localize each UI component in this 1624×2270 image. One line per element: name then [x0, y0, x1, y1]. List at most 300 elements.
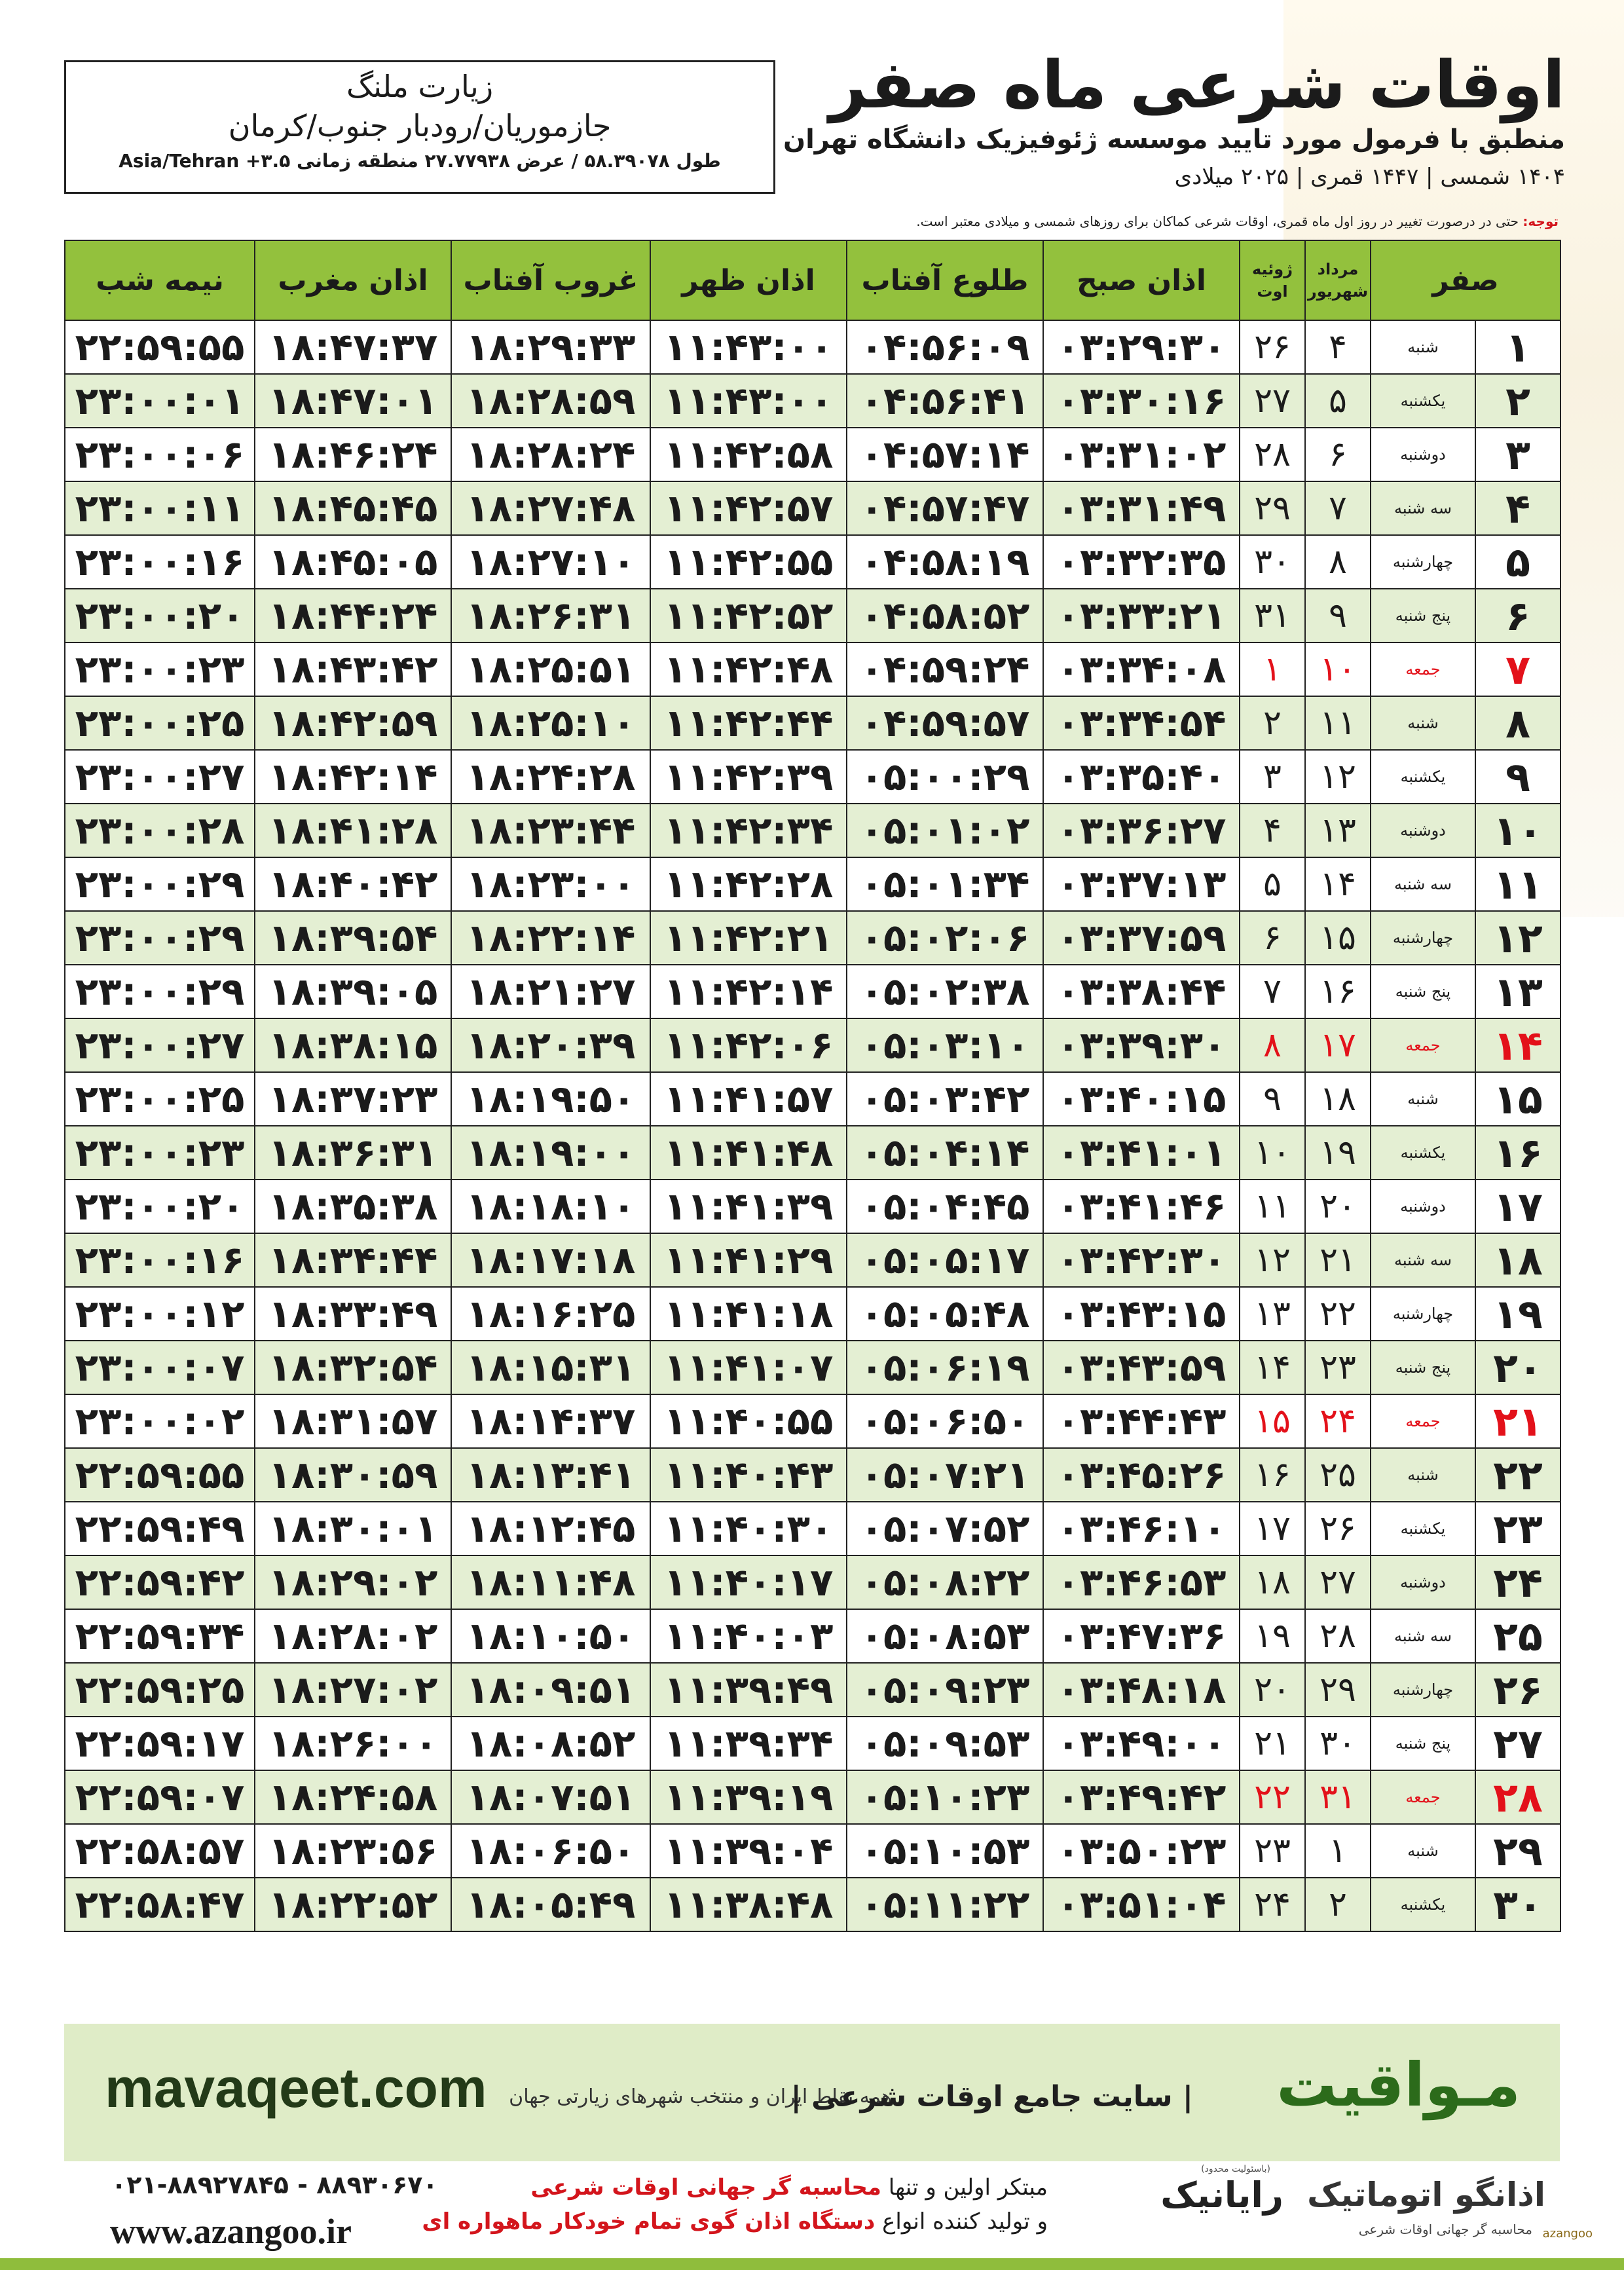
cell-greg: ۱۷	[1240, 1502, 1305, 1555]
cell-solar: ۱۷	[1305, 1018, 1371, 1072]
cell-sunset: ۱۸:۱۴:۳۷	[451, 1394, 650, 1448]
table-row	[65, 535, 1560, 589]
cell-sunrise: ۰۵:۰۰:۲۹	[847, 750, 1043, 804]
cell-day: ۲۳	[1475, 1502, 1560, 1555]
cell-maghrib: ۱۸:۳۵:۳۸	[255, 1180, 451, 1233]
cell-day: ۱۱	[1475, 857, 1560, 911]
cell-day: ۱۹	[1475, 1287, 1560, 1341]
cell-greg: ۶	[1240, 911, 1305, 965]
cell-sunrise: ۰۵:۰۵:۱۷	[847, 1233, 1043, 1287]
cell-dhuhr: ۱۱:۴۲:۴۸	[650, 642, 847, 696]
cell-solar: ۳۱	[1305, 1770, 1371, 1824]
cell-weekday: یکشنبه	[1371, 1126, 1475, 1180]
cell-sunrise: ۰۴:۵۷:۱۴	[847, 428, 1043, 481]
cell-weekday: شنبه	[1371, 320, 1475, 374]
cell-day: ۲۰	[1475, 1341, 1560, 1394]
cell-day: ۲۲	[1475, 1448, 1560, 1502]
cell-weekday: پنج شنبه	[1371, 589, 1475, 642]
cell-midnight: ۲۲:۵۹:۴۹	[65, 1502, 255, 1555]
cell-solar: ۴	[1305, 320, 1371, 374]
table-row	[65, 750, 1560, 804]
cell-maghrib: ۱۸:۳۹:۵۴	[255, 911, 451, 965]
cell-sunrise: ۰۵:۰۳:۴۲	[847, 1072, 1043, 1126]
cell-greg: ۱۱	[1240, 1180, 1305, 1233]
cell-maghrib: ۱۸:۳۷:۲۳	[255, 1072, 451, 1126]
cell-weekday: دوشنبه	[1371, 1180, 1475, 1233]
cell-solar: ۲۵	[1305, 1448, 1371, 1502]
cell-maghrib: ۱۸:۴۶:۲۴	[255, 428, 451, 481]
cell-weekday: شنبه	[1371, 1448, 1475, 1502]
cell-fajr: ۰۳:۳۱:۰۲	[1043, 428, 1240, 481]
note	[65, 214, 1559, 229]
cell-day: ۱۸	[1475, 1233, 1560, 1287]
cell-solar: ۷	[1305, 481, 1371, 535]
cell-sunrise: ۰۴:۵۹:۵۷	[847, 696, 1043, 750]
col-greg-2: اوت	[1257, 282, 1288, 301]
cell-sunrise: ۰۴:۵۶:۴۱	[847, 374, 1043, 428]
cell-maghrib: ۱۸:۴۳:۴۲	[255, 642, 451, 696]
table-row	[65, 428, 1560, 481]
cell-solar: ۱۸	[1305, 1072, 1371, 1126]
cell-maghrib: ۱۸:۲۴:۵۸	[255, 1770, 451, 1824]
location-box	[64, 60, 775, 194]
cell-midnight: ۲۲:۵۹:۵۵	[65, 320, 255, 374]
cell-sunset: ۱۸:۱۸:۱۰	[451, 1180, 650, 1233]
cell-fajr: ۰۳:۳۲:۳۵	[1043, 535, 1240, 589]
cell-day: ۷	[1475, 642, 1560, 696]
cell-maghrib: ۱۸:۴۴:۲۴	[255, 589, 451, 642]
footer-desc-line-1	[422, 2170, 1048, 2205]
cell-day: ۱۷	[1475, 1180, 1560, 1233]
cell-sunset: ۱۸:۲۵:۵۱	[451, 642, 650, 696]
cell-greg: ۹	[1240, 1072, 1305, 1126]
cell-midnight: ۲۲:۵۸:۵۷	[65, 1824, 255, 1878]
cell-weekday: پنج شنبه	[1371, 965, 1475, 1018]
cell-weekday: شنبه	[1371, 1824, 1475, 1878]
cell-solar: ۶	[1305, 428, 1371, 481]
cell-sunrise: ۰۵:۰۵:۴۸	[847, 1287, 1043, 1341]
cell-fajr: ۰۳:۴۰:۱۵	[1043, 1072, 1240, 1126]
cell-maghrib: ۱۸:۴۷:۰۱	[255, 374, 451, 428]
cell-sunrise: ۰۵:۰۱:۰۲	[847, 804, 1043, 857]
cell-day: ۱۰	[1475, 804, 1560, 857]
table-row	[65, 1394, 1560, 1448]
title-block	[779, 46, 1565, 190]
cell-day: ۲۶	[1475, 1663, 1560, 1717]
table-row	[65, 1287, 1560, 1341]
banner-tagline: | سایت جامع اوقات شرعی |	[790, 2080, 1193, 2113]
cell-fajr: ۰۳:۳۳:۲۱	[1043, 589, 1240, 642]
cell-day: ۲۵	[1475, 1609, 1560, 1663]
cell-day: ۲۱	[1475, 1394, 1560, 1448]
cell-greg: ۵	[1240, 857, 1305, 911]
cell-fajr: ۰۳:۴۶:۵۳	[1043, 1555, 1240, 1609]
cell-midnight: ۲۲:۵۹:۰۷	[65, 1770, 255, 1824]
table-row	[65, 1341, 1560, 1394]
cell-dhuhr: ۱۱:۳۸:۴۸	[650, 1878, 847, 1931]
cell-midnight: ۲۳:۰۰:۲۸	[65, 804, 255, 857]
cell-solar: ۳۰	[1305, 1717, 1371, 1770]
mavaqeet-banner	[64, 2024, 1560, 2161]
table-row	[65, 1233, 1560, 1287]
cell-midnight: ۲۳:۰۰:۱۱	[65, 481, 255, 535]
cell-weekday: چهارشنبه	[1371, 1663, 1475, 1717]
table-row	[65, 696, 1560, 750]
cell-solar: ۲۱	[1305, 1233, 1371, 1287]
cell-fajr: ۰۳:۲۹:۳۰	[1043, 320, 1240, 374]
cell-dhuhr: ۱۱:۴۲:۲۸	[650, 857, 847, 911]
cell-greg: ۱۰	[1240, 1126, 1305, 1180]
col-sunset: غروب آفتاب	[451, 240, 650, 320]
cell-weekday: شنبه	[1371, 1072, 1475, 1126]
cell-fajr: ۰۳:۳۹:۳۰	[1043, 1018, 1240, 1072]
cell-day: ۱	[1475, 320, 1560, 374]
cell-dhuhr: ۱۱:۳۹:۰۴	[650, 1824, 847, 1878]
cell-greg: ۱	[1240, 642, 1305, 696]
cell-sunrise: ۰۴:۵۸:۵۲	[847, 589, 1043, 642]
cell-weekday: یکشنبه	[1371, 1878, 1475, 1931]
cell-fajr: ۰۳:۴۹:۰۰	[1043, 1717, 1240, 1770]
footer-desc-2a: و تولید کننده انواع	[875, 2208, 1048, 2235]
cell-greg: ۱۵	[1240, 1394, 1305, 1448]
cell-maghrib: ۱۸:۲۹:۰۲	[255, 1555, 451, 1609]
col-greg-1: ژوئیه	[1251, 260, 1293, 278]
cell-sunrise: ۰۵:۰۶:۱۹	[847, 1341, 1043, 1394]
cell-dhuhr: ۱۱:۴۲:۴۴	[650, 696, 847, 750]
cell-fajr: ۰۳:۳۰:۱۶	[1043, 374, 1240, 428]
cell-dhuhr: ۱۱:۴۰:۱۷	[650, 1555, 847, 1609]
cell-fajr: ۰۳:۴۴:۴۳	[1043, 1394, 1240, 1448]
cell-dhuhr: ۱۱:۴۲:۵۷	[650, 481, 847, 535]
cell-dhuhr: ۱۱:۴۲:۳۹	[650, 750, 847, 804]
footer-desc-line-2	[422, 2205, 1048, 2239]
cell-midnight: ۲۲:۵۹:۳۴	[65, 1609, 255, 1663]
cell-sunset: ۱۸:۲۳:۴۴	[451, 804, 650, 857]
cell-greg: ۳	[1240, 750, 1305, 804]
cell-sunrise: ۰۵:۰۱:۳۴	[847, 857, 1043, 911]
table-row	[65, 1555, 1560, 1609]
year-info: ۱۴۰۴ شمسی | ۱۴۴۷ قمری | ۲۰۲۵ میلادی	[1174, 164, 1565, 190]
cell-sunset: ۱۸:۰۹:۵۱	[451, 1663, 650, 1717]
cell-midnight: ۲۳:۰۰:۲۰	[65, 1180, 255, 1233]
cell-weekday: جمعه	[1371, 642, 1475, 696]
cell-maghrib: ۱۸:۲۲:۵۲	[255, 1878, 451, 1931]
cell-fajr: ۰۳:۳۸:۴۴	[1043, 965, 1240, 1018]
table-row	[65, 1609, 1560, 1663]
cell-sunrise: ۰۵:۰۳:۱۰	[847, 1018, 1043, 1072]
cell-sunset: ۱۸:۰۸:۵۲	[451, 1717, 650, 1770]
cell-greg: ۷	[1240, 965, 1305, 1018]
location-coords: طول ۵۸.۳۹۰۷۸ / عرض ۲۷.۷۷۹۳۸ منطقه زمانی ۳.۵+ Asia/Tehran	[119, 150, 721, 172]
cell-sunset: ۱۸:۰۶:۵۰	[451, 1824, 650, 1878]
table-header-row	[65, 240, 1560, 320]
footer-desc-1a: مبتکر اولین و تنها	[881, 2174, 1048, 2201]
table-row	[65, 1824, 1560, 1878]
cell-greg: ۱۳	[1240, 1287, 1305, 1341]
cell-sunrise: ۰۵:۰۷:۵۲	[847, 1502, 1043, 1555]
cell-solar: ۲۶	[1305, 1502, 1371, 1555]
cell-sunset: ۱۸:۱۲:۴۵	[451, 1502, 650, 1555]
cell-fajr: ۰۳:۴۳:۵۹	[1043, 1341, 1240, 1394]
cell-sunset: ۱۸:۱۵:۳۱	[451, 1341, 650, 1394]
cell-maghrib: ۱۸:۲۷:۰۲	[255, 1663, 451, 1717]
cell-fajr: ۰۳:۴۱:۰۱	[1043, 1126, 1240, 1180]
cell-fajr: ۰۳:۴۸:۱۸	[1043, 1663, 1240, 1717]
cell-fajr: ۰۳:۴۶:۱۰	[1043, 1502, 1240, 1555]
cell-sunset: ۱۸:۰۷:۵۱	[451, 1770, 650, 1824]
cell-day: ۴	[1475, 481, 1560, 535]
cell-greg: ۲۹	[1240, 481, 1305, 535]
cell-solar: ۲۳	[1305, 1341, 1371, 1394]
footer-website-link[interactable]: www.azangoo.ir	[110, 2212, 352, 2251]
cell-midnight: ۲۳:۰۰:۰۶	[65, 428, 255, 481]
col-solar-1: مرداد	[1317, 260, 1359, 278]
cell-weekday: جمعه	[1371, 1394, 1475, 1448]
cell-sunrise: ۰۵:۰۶:۵۰	[847, 1394, 1043, 1448]
cell-weekday: دوشنبه	[1371, 428, 1475, 481]
col-maghrib: اذان مغرب	[255, 240, 451, 320]
cell-weekday: چهارشنبه	[1371, 535, 1475, 589]
table-row	[65, 1663, 1560, 1717]
cell-maghrib: ۱۸:۴۲:۵۹	[255, 696, 451, 750]
cell-sunrise: ۰۵:۰۲:۳۸	[847, 965, 1043, 1018]
cell-sunset: ۱۸:۲۷:۱۰	[451, 535, 650, 589]
cell-solar: ۲۴	[1305, 1394, 1371, 1448]
cell-dhuhr: ۱۱:۴۰:۴۳	[650, 1448, 847, 1502]
cell-day: ۱۴	[1475, 1018, 1560, 1072]
cell-sunrise: ۰۵:۰۴:۴۵	[847, 1180, 1043, 1233]
cell-midnight: ۲۳:۰۰:۲۷	[65, 1018, 255, 1072]
cell-sunrise: ۰۵:۰۸:۲۲	[847, 1555, 1043, 1609]
col-dhuhr: اذان ظهر	[650, 240, 847, 320]
cell-sunrise: ۰۵:۰۴:۱۴	[847, 1126, 1043, 1180]
cell-weekday: سه شنبه	[1371, 481, 1475, 535]
cell-solar: ۱۶	[1305, 965, 1371, 1018]
cell-sunset: ۱۸:۱۳:۴۱	[451, 1448, 650, 1502]
cell-solar: ۲۹	[1305, 1663, 1371, 1717]
cell-midnight: ۲۳:۰۰:۲۹	[65, 911, 255, 965]
cell-day: ۲۴	[1475, 1555, 1560, 1609]
cell-day: ۹	[1475, 750, 1560, 804]
cell-midnight: ۲۳:۰۰:۱۲	[65, 1287, 255, 1341]
cell-dhuhr: ۱۱:۴۰:۵۵	[650, 1394, 847, 1448]
cell-maghrib: ۱۸:۴۱:۲۸	[255, 804, 451, 857]
cell-sunrise: ۰۵:۰۹:۲۳	[847, 1663, 1043, 1717]
cell-midnight: ۲۳:۰۰:۲۵	[65, 696, 255, 750]
cell-sunrise: ۰۵:۰۹:۵۳	[847, 1717, 1043, 1770]
cell-fajr: ۰۳:۳۶:۲۷	[1043, 804, 1240, 857]
table-row	[65, 1018, 1560, 1072]
col-midnight: نیمه شب	[65, 240, 255, 320]
table-row	[65, 1502, 1560, 1555]
cell-weekday: یکشنبه	[1371, 1502, 1475, 1555]
cell-greg: ۲۸	[1240, 428, 1305, 481]
cell-sunset: ۱۸:۰۵:۴۹	[451, 1878, 650, 1931]
cell-greg: ۲۱	[1240, 1717, 1305, 1770]
cell-midnight: ۲۳:۰۰:۰۱	[65, 374, 255, 428]
cell-weekday: سه شنبه	[1371, 857, 1475, 911]
col-greg	[1240, 240, 1305, 320]
cell-sunset: ۱۸:۱۹:۵۰	[451, 1072, 650, 1126]
cell-midnight: ۲۳:۰۰:۲۳	[65, 1126, 255, 1180]
cell-dhuhr: ۱۱:۳۹:۴۹	[650, 1663, 847, 1717]
cell-weekday: جمعه	[1371, 1770, 1475, 1824]
cell-solar: ۹	[1305, 589, 1371, 642]
cell-greg: ۲۷	[1240, 374, 1305, 428]
cell-solar: ۱	[1305, 1824, 1371, 1878]
cell-day: ۳۰	[1475, 1878, 1560, 1931]
cell-maghrib: ۱۸:۳۹:۰۵	[255, 965, 451, 1018]
cell-sunset: ۱۸:۲۶:۳۱	[451, 589, 650, 642]
cell-fajr: ۰۳:۴۲:۳۰	[1043, 1233, 1240, 1287]
cell-dhuhr: ۱۱:۴۲:۵۸	[650, 428, 847, 481]
cell-midnight: ۲۲:۵۹:۴۲	[65, 1555, 255, 1609]
cell-fajr: ۰۳:۳۷:۱۳	[1043, 857, 1240, 911]
cell-greg: ۲۳	[1240, 1824, 1305, 1878]
table-row	[65, 589, 1560, 642]
cell-sunset: ۱۸:۲۱:۲۷	[451, 965, 650, 1018]
col-sunrise: طلوع آفتاب	[847, 240, 1043, 320]
cell-solar: ۱۹	[1305, 1126, 1371, 1180]
table-row	[65, 911, 1560, 965]
cell-solar: ۱۴	[1305, 857, 1371, 911]
cell-midnight: ۲۲:۵۸:۴۷	[65, 1878, 255, 1931]
table-row	[65, 965, 1560, 1018]
cell-solar: ۲۲	[1305, 1287, 1371, 1341]
cell-sunrise: ۰۴:۵۸:۱۹	[847, 535, 1043, 589]
cell-day: ۲۹	[1475, 1824, 1560, 1878]
cell-midnight: ۲۲:۵۹:۲۵	[65, 1663, 255, 1717]
cell-maghrib: ۱۸:۲۸:۰۲	[255, 1609, 451, 1663]
cell-greg: ۲۲	[1240, 1770, 1305, 1824]
table-row	[65, 374, 1560, 428]
table-row	[65, 1072, 1560, 1126]
cell-dhuhr: ۱۱:۴۰:۰۳	[650, 1609, 847, 1663]
cell-sunset: ۱۸:۲۵:۱۰	[451, 696, 650, 750]
cell-midnight: ۲۳:۰۰:۰۷	[65, 1341, 255, 1394]
cell-fajr: ۰۳:۵۱:۰۴	[1043, 1878, 1240, 1931]
cell-sunset: ۱۸:۲۲:۱۴	[451, 911, 650, 965]
banner-site-link[interactable]: mavaqeet.com	[105, 2057, 487, 2119]
cell-maghrib: ۱۸:۳۱:۵۷	[255, 1394, 451, 1448]
cell-weekday: سه شنبه	[1371, 1233, 1475, 1287]
cell-day: ۳	[1475, 428, 1560, 481]
cell-weekday: یکشنبه	[1371, 374, 1475, 428]
cell-fajr: ۰۳:۴۷:۳۶	[1043, 1609, 1240, 1663]
cell-dhuhr: ۱۱:۴۱:۵۷	[650, 1072, 847, 1126]
cell-fajr: ۰۳:۳۱:۴۹	[1043, 481, 1240, 535]
footer-description	[422, 2170, 1048, 2239]
cell-maghrib: ۱۸:۳۳:۴۹	[255, 1287, 451, 1341]
table-row	[65, 1448, 1560, 1502]
cell-dhuhr: ۱۱:۴۳:۰۰	[650, 374, 847, 428]
cell-dhuhr: ۱۱:۴۲:۰۶	[650, 1018, 847, 1072]
cell-maghrib: ۱۸:۴۵:۴۵	[255, 481, 451, 535]
cell-dhuhr: ۱۱:۴۱:۳۹	[650, 1180, 847, 1233]
cell-sunset: ۱۸:۲۸:۵۹	[451, 374, 650, 428]
table-row	[65, 320, 1560, 374]
cell-solar: ۲	[1305, 1878, 1371, 1931]
rayanik-logo: رایانیک	[1160, 2174, 1283, 2216]
cell-dhuhr: ۱۱:۳۹:۱۹	[650, 1770, 847, 1824]
cell-midnight: ۲۳:۰۰:۱۶	[65, 1233, 255, 1287]
cell-midnight: ۲۲:۵۹:۱۷	[65, 1717, 255, 1770]
cell-maghrib: ۱۸:۳۲:۵۴	[255, 1341, 451, 1394]
cell-sunset: ۱۸:۲۳:۰۰	[451, 857, 650, 911]
cell-sunset: ۱۸:۲۸:۲۴	[451, 428, 650, 481]
table-row	[65, 1770, 1560, 1824]
cell-day: ۱۲	[1475, 911, 1560, 965]
cell-sunrise: ۰۵:۰۷:۲۱	[847, 1448, 1043, 1502]
cell-midnight: ۲۳:۰۰:۲۵	[65, 1072, 255, 1126]
cell-solar: ۱۱	[1305, 696, 1371, 750]
cell-sunrise: ۰۵:۰۸:۵۳	[847, 1609, 1043, 1663]
cell-sunset: ۱۸:۲۰:۳۹	[451, 1018, 650, 1072]
cell-solar: ۲۷	[1305, 1555, 1371, 1609]
cell-maghrib: ۱۸:۳۶:۳۱	[255, 1126, 451, 1180]
col-solar-2: شهریور	[1307, 282, 1369, 301]
col-solar	[1305, 240, 1371, 320]
cell-solar: ۲۸	[1305, 1609, 1371, 1663]
cell-maghrib: ۱۸:۳۰:۰۱	[255, 1502, 451, 1555]
rayanik-subtitle: (باسئولیت محدود)	[1201, 2164, 1270, 2174]
cell-greg: ۳۰	[1240, 535, 1305, 589]
cell-midnight: ۲۳:۰۰:۲۹	[65, 965, 255, 1018]
cell-dhuhr: ۱۱:۴۲:۳۴	[650, 804, 847, 857]
cell-greg: ۲	[1240, 696, 1305, 750]
cell-greg: ۱۴	[1240, 1341, 1305, 1394]
cell-fajr: ۰۳:۳۴:۵۴	[1043, 696, 1240, 750]
bottom-strip	[0, 2258, 1624, 2270]
cell-dhuhr: ۱۱:۴۱:۴۸	[650, 1126, 847, 1180]
cell-maghrib: ۱۸:۴۷:۳۷	[255, 320, 451, 374]
cell-day: ۱۶	[1475, 1126, 1560, 1180]
cell-greg: ۱۸	[1240, 1555, 1305, 1609]
cell-sunrise: ۰۵:۰۲:۰۶	[847, 911, 1043, 965]
cell-greg: ۴	[1240, 804, 1305, 857]
cell-greg: ۲۶	[1240, 320, 1305, 374]
prayer-times-table-wrap	[64, 240, 1560, 1932]
cell-fajr: ۰۳:۴۱:۴۶	[1043, 1180, 1240, 1233]
cell-sunset: ۱۸:۱۶:۲۵	[451, 1287, 650, 1341]
cell-sunset: ۱۸:۱۰:۵۰	[451, 1609, 650, 1663]
cell-sunset: ۱۸:۲۷:۴۸	[451, 481, 650, 535]
azangoo-subtitle: محاسبه گر جهانی اوقات شرعی	[1358, 2222, 1532, 2237]
cell-sunset: ۱۸:۲۴:۲۸	[451, 750, 650, 804]
cell-day: ۸	[1475, 696, 1560, 750]
cell-greg: ۳۱	[1240, 589, 1305, 642]
footer-desc-1b: محاسبه گر جهانی اوقات شرعی	[530, 2174, 881, 2201]
cell-maghrib: ۱۸:۳۰:۵۹	[255, 1448, 451, 1502]
cell-midnight: ۲۳:۰۰:۰۲	[65, 1394, 255, 1448]
location-region: جازموریان/رودبار جنوب/کرمان	[228, 108, 612, 143]
note-text: حتی در درصورت تغییر در روز اول ماه قمری، اوقات شرعی کماکان برای روزهای شمسی و میلادی معتبر است.	[916, 214, 1519, 229]
cell-greg: ۲۴	[1240, 1878, 1305, 1931]
cell-sunset: ۱۸:۱۱:۴۸	[451, 1555, 650, 1609]
cell-solar: ۱۵	[1305, 911, 1371, 965]
cell-dhuhr: ۱۱:۴۱:۱۸	[650, 1287, 847, 1341]
cell-solar: ۸	[1305, 535, 1371, 589]
cell-day: ۲۷	[1475, 1717, 1560, 1770]
azangoo-logo-text: اذانگو اتوماتیک	[1307, 2176, 1545, 2214]
cell-greg: ۱۶	[1240, 1448, 1305, 1502]
cell-maghrib: ۱۸:۴۵:۰۵	[255, 535, 451, 589]
table-row	[65, 1717, 1560, 1770]
cell-greg: ۱۹	[1240, 1609, 1305, 1663]
cell-solar: ۱۲	[1305, 750, 1371, 804]
cell-day: ۱۵	[1475, 1072, 1560, 1126]
cell-maghrib: ۱۸:۳۴:۴۴	[255, 1233, 451, 1287]
